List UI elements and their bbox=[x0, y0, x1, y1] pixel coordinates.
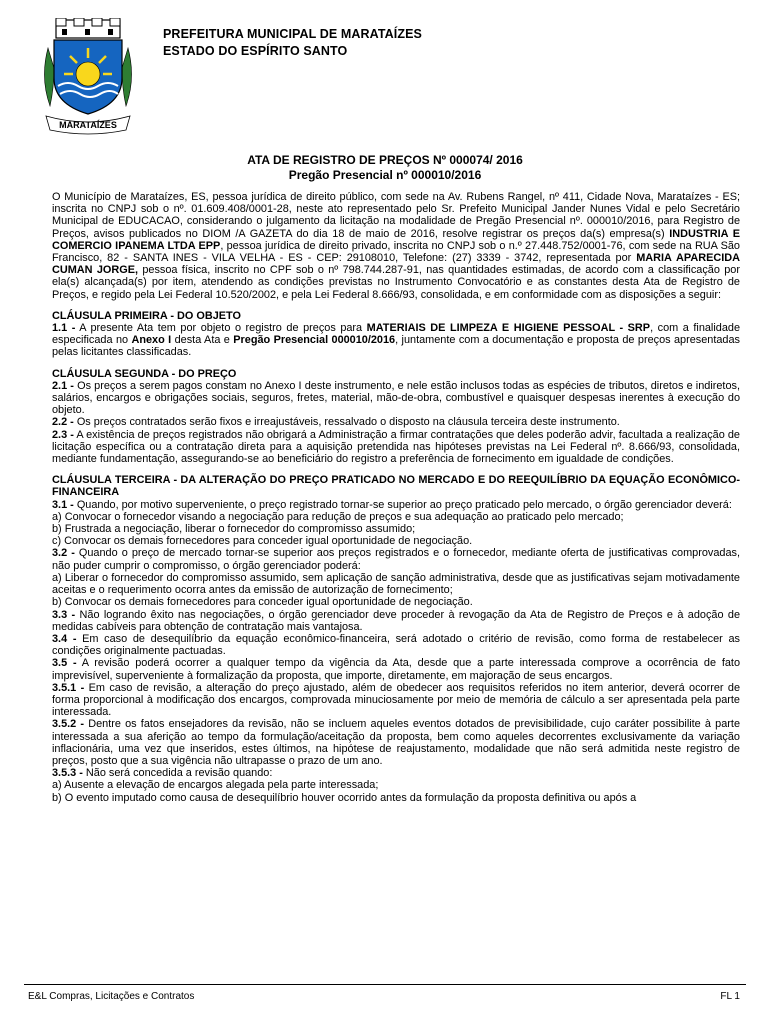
header-state: ESTADO DO ESPÍRITO SANTO bbox=[163, 44, 348, 58]
document-title: ATA DE REGISTRO DE PREÇOS Nº 000074/ 2016 bbox=[247, 153, 523, 167]
clause-3-1: 3.1 - Quando, por motivo superveniente, o preço registrado tornar-se superior ao preço praticado pelo mercado, o órgão gerenciador deverá: bbox=[52, 498, 732, 511]
clause-3-5: 3.5 - A revisão poderá ocorrer a qualquer tempo da vigência da Ata, desde que a parte interessada comprove a ocorrência de fato imprevisível, superveniente à formalização da proposta, que importe, diretamente, em majoração de seus encargos. bbox=[52, 657, 741, 682]
clause-3-2-b: b) Convocar os demais fornecedores para conceder igual oportunidade de negociação. bbox=[52, 596, 473, 609]
clause-3-2: 3.2 - Quando o preço de mercado tornar-se superior aos preços registrados e o fornecedor, mediante oferta de justificativas comprovadas, não puder cumprir o compromisso, o órgão gerenciador poderá: bbox=[52, 547, 740, 572]
clause-3-5-3: 3.5.3 - Não será concedida a revisão quando: bbox=[52, 767, 273, 780]
clause-3-4: 3.4 - Em caso de desequilíbrio da equação econômico-financeira, será adotado o critério de revisão, como forma de restabelecer as condições originalmente pactuadas. bbox=[52, 632, 740, 658]
document-subtitle: Pregão Presencial nº 000010/2016 bbox=[288, 168, 482, 182]
clause-3-5-2: 3.5.2 - Dentre os fatos ensejadores da revisão, não se incluem aqueles eventos dotados de previsibilidade, cujo caráter possibilite à parte interessada a sua aferição ao tempo da formulação/aceitação da proposta, bem como aqueles decorrentes exclusivamente da variação inflacionária, uma vez que inseridos, estes últimos, na hipótese de reajustamento, modalidade que não será admitida neste registro de preços, posto que a sua vigência não ultrapasse o prazo de um ano. bbox=[52, 718, 740, 767]
clause-3-3: 3.3 - Não logrando êxito nas negociações, o órgão gerenciador deve proceder à revogação da Ata de Registro de Preços e à adoção de medidas cabíveis para obtenção de contratação mais vantajosa. bbox=[52, 608, 741, 633]
footer-rule bbox=[24, 984, 746, 985]
municipal-coat-of-arms-image bbox=[40, 18, 136, 136]
footer-company: E&L Compras, Licitações e Contratos bbox=[28, 991, 195, 1002]
clause-2-heading: CLÁUSULA SEGUNDA - DO PREÇO bbox=[52, 367, 237, 380]
clause-3-5-3-a: a) Ausente a elevação de encargos alegada pela parte interessada; bbox=[52, 779, 379, 792]
clause-1-1: 1.1 - A presente Ata tem por objeto o registro de preços para MATERIAIS DE LIMPEZA E HIGIENE PESSOAL - SRP, com a finalidade especificada no Anexo I desta Ata e Pregão Presencial 000010/2016, juntamente com a documentação e proposta de preços apresentadas pelas licitantes classificadas. bbox=[52, 322, 740, 359]
header-municipality: PREFEITURA MUNICIPAL DE MARATAÍZES bbox=[163, 27, 422, 41]
clause-1-heading: CLÁUSULA PRIMEIRA - DO OBJETO bbox=[52, 309, 241, 322]
clause-2-3: 2.3 - A existência de preços registrados não obrigará a Administração a firmar contratações que deles poderão advir, facultada a realização de licitação específica ou a contratação direta para a aquisição pretendida nas hipóteses previstas na Lei Federal nº. 8.666/93, consolidada, mediante fundamentação, assegurando-se ao beneficiário do registro a preferência de fornecimento em igualdade de condições. bbox=[52, 428, 740, 466]
clause-3-5-3-b: b) O evento imputado como causa de desequilíbrio houver ocorrido antes da formulação da proposta definitiva ou após a bbox=[52, 791, 637, 804]
intro-paragraph: O Município de Marataízes, ES, pessoa jurídica de direito público, com sede na Av. Rubens Rangel, nº 411, Cidade Nova, Marataízes - ES; inscrita no CNPJ sob o nº. 01.609.408/0001-28, neste ato representado pelo Sr. Prefeito Municipal Jander Nunes Vidal e pelo Secretário Municipal de EDUCACAO, considerando o julgamento da licitação na modalidade de Pregão Presencial nº. 000010/2016, para Registro de Preços, avisos publicados no DIOM /A GAZETA do dia 18 de maio de 2016, resolve registrar os preços da(s) empresa(s) INDUSTRIA E COMERCIO IPANEMA LTDA EPP, pessoa jurídica de direito privado, inscrita no CNPJ sob o n.º 27.448.752/0001-76, com sede na RUA São Francisco, 82 - SANTA INES - VILA VELHA - ES - CEP: 29108010, Telefone: (27) 3339 - 3742, representada por MARIA APARECIDA CUMAN JORGE, pessoa física, inscrito no CPF sob o nº 798.744.287-91, nas quantidades estimadas, de acordo com a classificação por ela(s) alcançada(s) por item, atendendo as condições previstas no Instrumento Convocatório e as constantes desta Ata de Registro de Preços, e regido pela Lei Federal 10.520/2002, e pela Lei Federal 8.666/93, consolidada, e em conformidade com as disposições a seguir: bbox=[52, 191, 740, 301]
footer-page-number: FL 1 bbox=[720, 991, 740, 1002]
clause-3-2-a: a) Liberar o fornecedor do compromisso assumido, sem aplicação de sanção administrativa, desde que as justificativas sejam motivadamente aceitas e o requerimento ocorra antes da emissão de autorização de fornecimento; bbox=[52, 571, 740, 597]
clause-2-2: 2.2 - Os preços contratados serão fixos e irreajustáveis, ressalvado o disposto na cláusula terceira deste instrumento. bbox=[52, 416, 620, 429]
clause-3-1-a: a) Convocar o fornecedor visando a negociação para redução de preços e sua adequação ao praticado pelo mercado; bbox=[52, 510, 624, 523]
crest-ribbon-text: MARATAÍZES bbox=[59, 120, 117, 130]
clause-3-heading: CLÁUSULA TERCEIRA - DA ALTERAÇÃO DO PREÇO PRATICADO NO MERCADO E DO REEQUILÍBRIO DA EQUAÇÃO ECONÔMICO-FINANCEIRA bbox=[52, 474, 740, 499]
clause-3-5-1: 3.5.1 - Em caso de revisão, a alteração do preço ajustado, além de obedecer aos requisitos referidos no item anterior, deverá ocorrer de forma proporcional à modificação dos encargos, comprovada minuciosamente por meio de memória de cálculo a ser apresentada pela parte interessada. bbox=[52, 681, 741, 719]
clause-2-1: 2.1 - Os preços a serem pagos constam no Anexo I deste instrumento, e nele estão inclusos todas as espécies de tributos, diretos e indiretos, salários, encargos e obrigações sociais, seguros, fretes, material, mão-de-obra, combustível e quaisquer despesas inerentes à execução do objeto. bbox=[52, 379, 740, 417]
clause-3-1-b: b) Frustrada a negociação, liberar o fornecedor do compromisso assumido; bbox=[52, 523, 416, 536]
document-body bbox=[52, 191, 740, 804]
clause-3-1-c: c) Convocar os demais fornecedores para conceder igual oportunidade de negociação. bbox=[52, 535, 473, 548]
